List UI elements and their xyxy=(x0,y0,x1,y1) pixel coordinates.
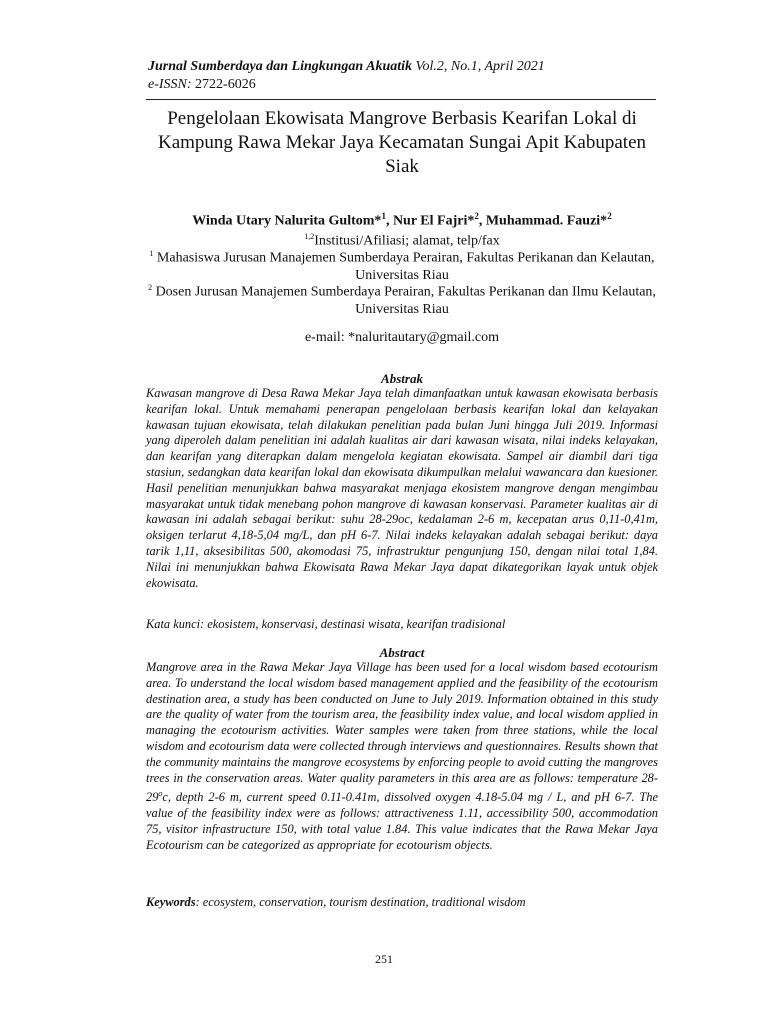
abstract-text: c, depth 2-6 m, current speed 0.11-0.41m, dissolved oxygen 4.18-5.04 mg / L, and pH 6-7. The value of the feasibility index were as follows: attractiveness 1.11, accessibility 500, accommodation 75, visitor infrastructure 150, with total value 1.84. This value indicates that the Rawa Mekar Jaya Ecotourism can be categorized as appropriate for ecotourism objects. xyxy=(146,790,658,852)
keywords-list: : ecosystem, conservation, tourism destination, traditional wisdom xyxy=(195,895,526,909)
header-rule xyxy=(146,99,656,100)
journal-volume: Vol.2, No.1, April 2021 xyxy=(415,59,545,74)
abstrak-heading: Abstrak xyxy=(381,371,423,386)
author-sup: 2 xyxy=(474,211,479,221)
paper-title: Pengelolaan Ekowisata Mangrove Berbasis Kearifan Lokal di Kampung Rawa Mekar Jaya Kecamatan Sungai Apit Kabupaten Siak xyxy=(157,108,647,177)
contact-email: e-mail: *naluritautary@gmail.com xyxy=(304,330,500,345)
author-name: Muhammad. Fauzi* xyxy=(485,213,608,229)
affiliation-text: Institusi/Afiliasi; alamat, telp/fax xyxy=(314,233,500,249)
degree-sup: o xyxy=(158,789,163,799)
affiliation-sup: 2 xyxy=(148,283,153,292)
issn-value: 2722-6026 xyxy=(195,77,256,92)
affiliation-text: Dosen Jurusan Manajemen Sumberdaya Perairan, Fakultas Perikanan dan Ilmu Kelautan, Universitas Riau xyxy=(155,284,656,317)
page-number: 251 xyxy=(375,952,393,966)
author-name: Winda Utary Nalurita Gultom* xyxy=(192,213,382,229)
affiliation-1 xyxy=(146,245,658,284)
abstract-heading: Abstract xyxy=(379,645,425,660)
affiliation-2 xyxy=(146,279,658,318)
abstract-body xyxy=(146,660,658,854)
journal-name: Jurnal Sumberdaya dan Lingkungan Akuatik xyxy=(148,59,413,74)
author-list: Winda Utary Nalurita Gultom*$^1$, Nur El Fajri*$^2$, Muhammad. Fauzi*$^2$ xyxy=(192,211,612,229)
author-sup: 2 xyxy=(607,211,612,221)
keywords xyxy=(146,894,658,910)
author-name: Nur El Fajri* xyxy=(392,213,475,229)
keywords-label: Keywords xyxy=(146,895,196,909)
kata-kunci: Kata kunci: ekosistem, konservasi, destinasi wisata, kearifan tradisional xyxy=(146,617,506,631)
affiliation-text: Mahasiswa Jurusan Manajemen Sumberdaya Perairan, Fakultas Perikanan dan Kelautan, Universitas Riau xyxy=(156,250,655,283)
abstrak-body: Kawasan mangrove di Desa Rawa Mekar Jaya telah dimanfaatkan untuk kawasan ekowisata berbasis kearifan lokal. Untuk memahami penerapan pengelolaan berbasis kearifan lokal dan kelayakan kawasan tujuan ekowisata, telah dilakukan penelitian pada bulan Juni hingga Juli 2019. Informasi yang diperoleh dalam penelitian ini adalah kualitas air dari kawasan wisata, nilai indeks kelayakan, dan kearifan yang diterapkan dalam mengelola kegiatan ekowisata. Sampel air diambil dari tiga stasiun, sedangkan data kearifan lokal dan ekowisata dikumpulkan melalui wawancara dan kuesioner. Hasil penelitian menunjukkan bahwa masyarakat menjaga ekosistem mangrove dengan mengimbau masyarakat untuk tidak menebang pohon mangrove di kawasan konservasi. Parameter kualitas air di kawasan ini adalah sebagai berikut: suhu 28-29oc, kedalaman 2-6 m, kecepatan arus 0,11-0,41m, oksigen terlarut 4,18-5,04 mg/L, dan pH 6-7. Nilai indeks kelayakan adalah sebagai berikut: daya tarik 1,11, aksesibilitas 500, akomodasi 75, infrastruktur pengunjung 150, dengan nilai total 1,84. Nilai ini menunjukkan bahwa Ekowisata Rawa Mekar Jaya dapat dikategorikan layak untuk objek ekowisata. xyxy=(146,386,658,590)
journal-header xyxy=(148,58,545,94)
journal-issn xyxy=(148,76,545,94)
issn-label: e-ISSN: xyxy=(148,77,192,92)
abstract-text: Mangrove area in the Rawa Mekar Jaya Village has been used for a local wisdom based ecotourism area. To understand the local wisdom based management applied and the feasibility of the ecotourism destination area, a study has been conducted on June to July 2019. Information obtained in this study are the quality of water from the tourism area, the feasibility index value, and local wisdom applied in managing the ecotourism activities. Water samples were taken from three stations, while the local wisdom and ecotourism data were collected through interviews and questionnaires. Results shown that the community maintains the mangrove ecosystems by enforcing people to avoid cutting the mangroves trees in the conservation areas. Water quality parameters in this area are as follows: temperature 28-29 xyxy=(146,660,658,805)
affiliation-sup: 1 xyxy=(149,249,154,258)
author-sup: 1 xyxy=(381,211,386,221)
affiliation-sup: 1,2 xyxy=(304,232,315,241)
